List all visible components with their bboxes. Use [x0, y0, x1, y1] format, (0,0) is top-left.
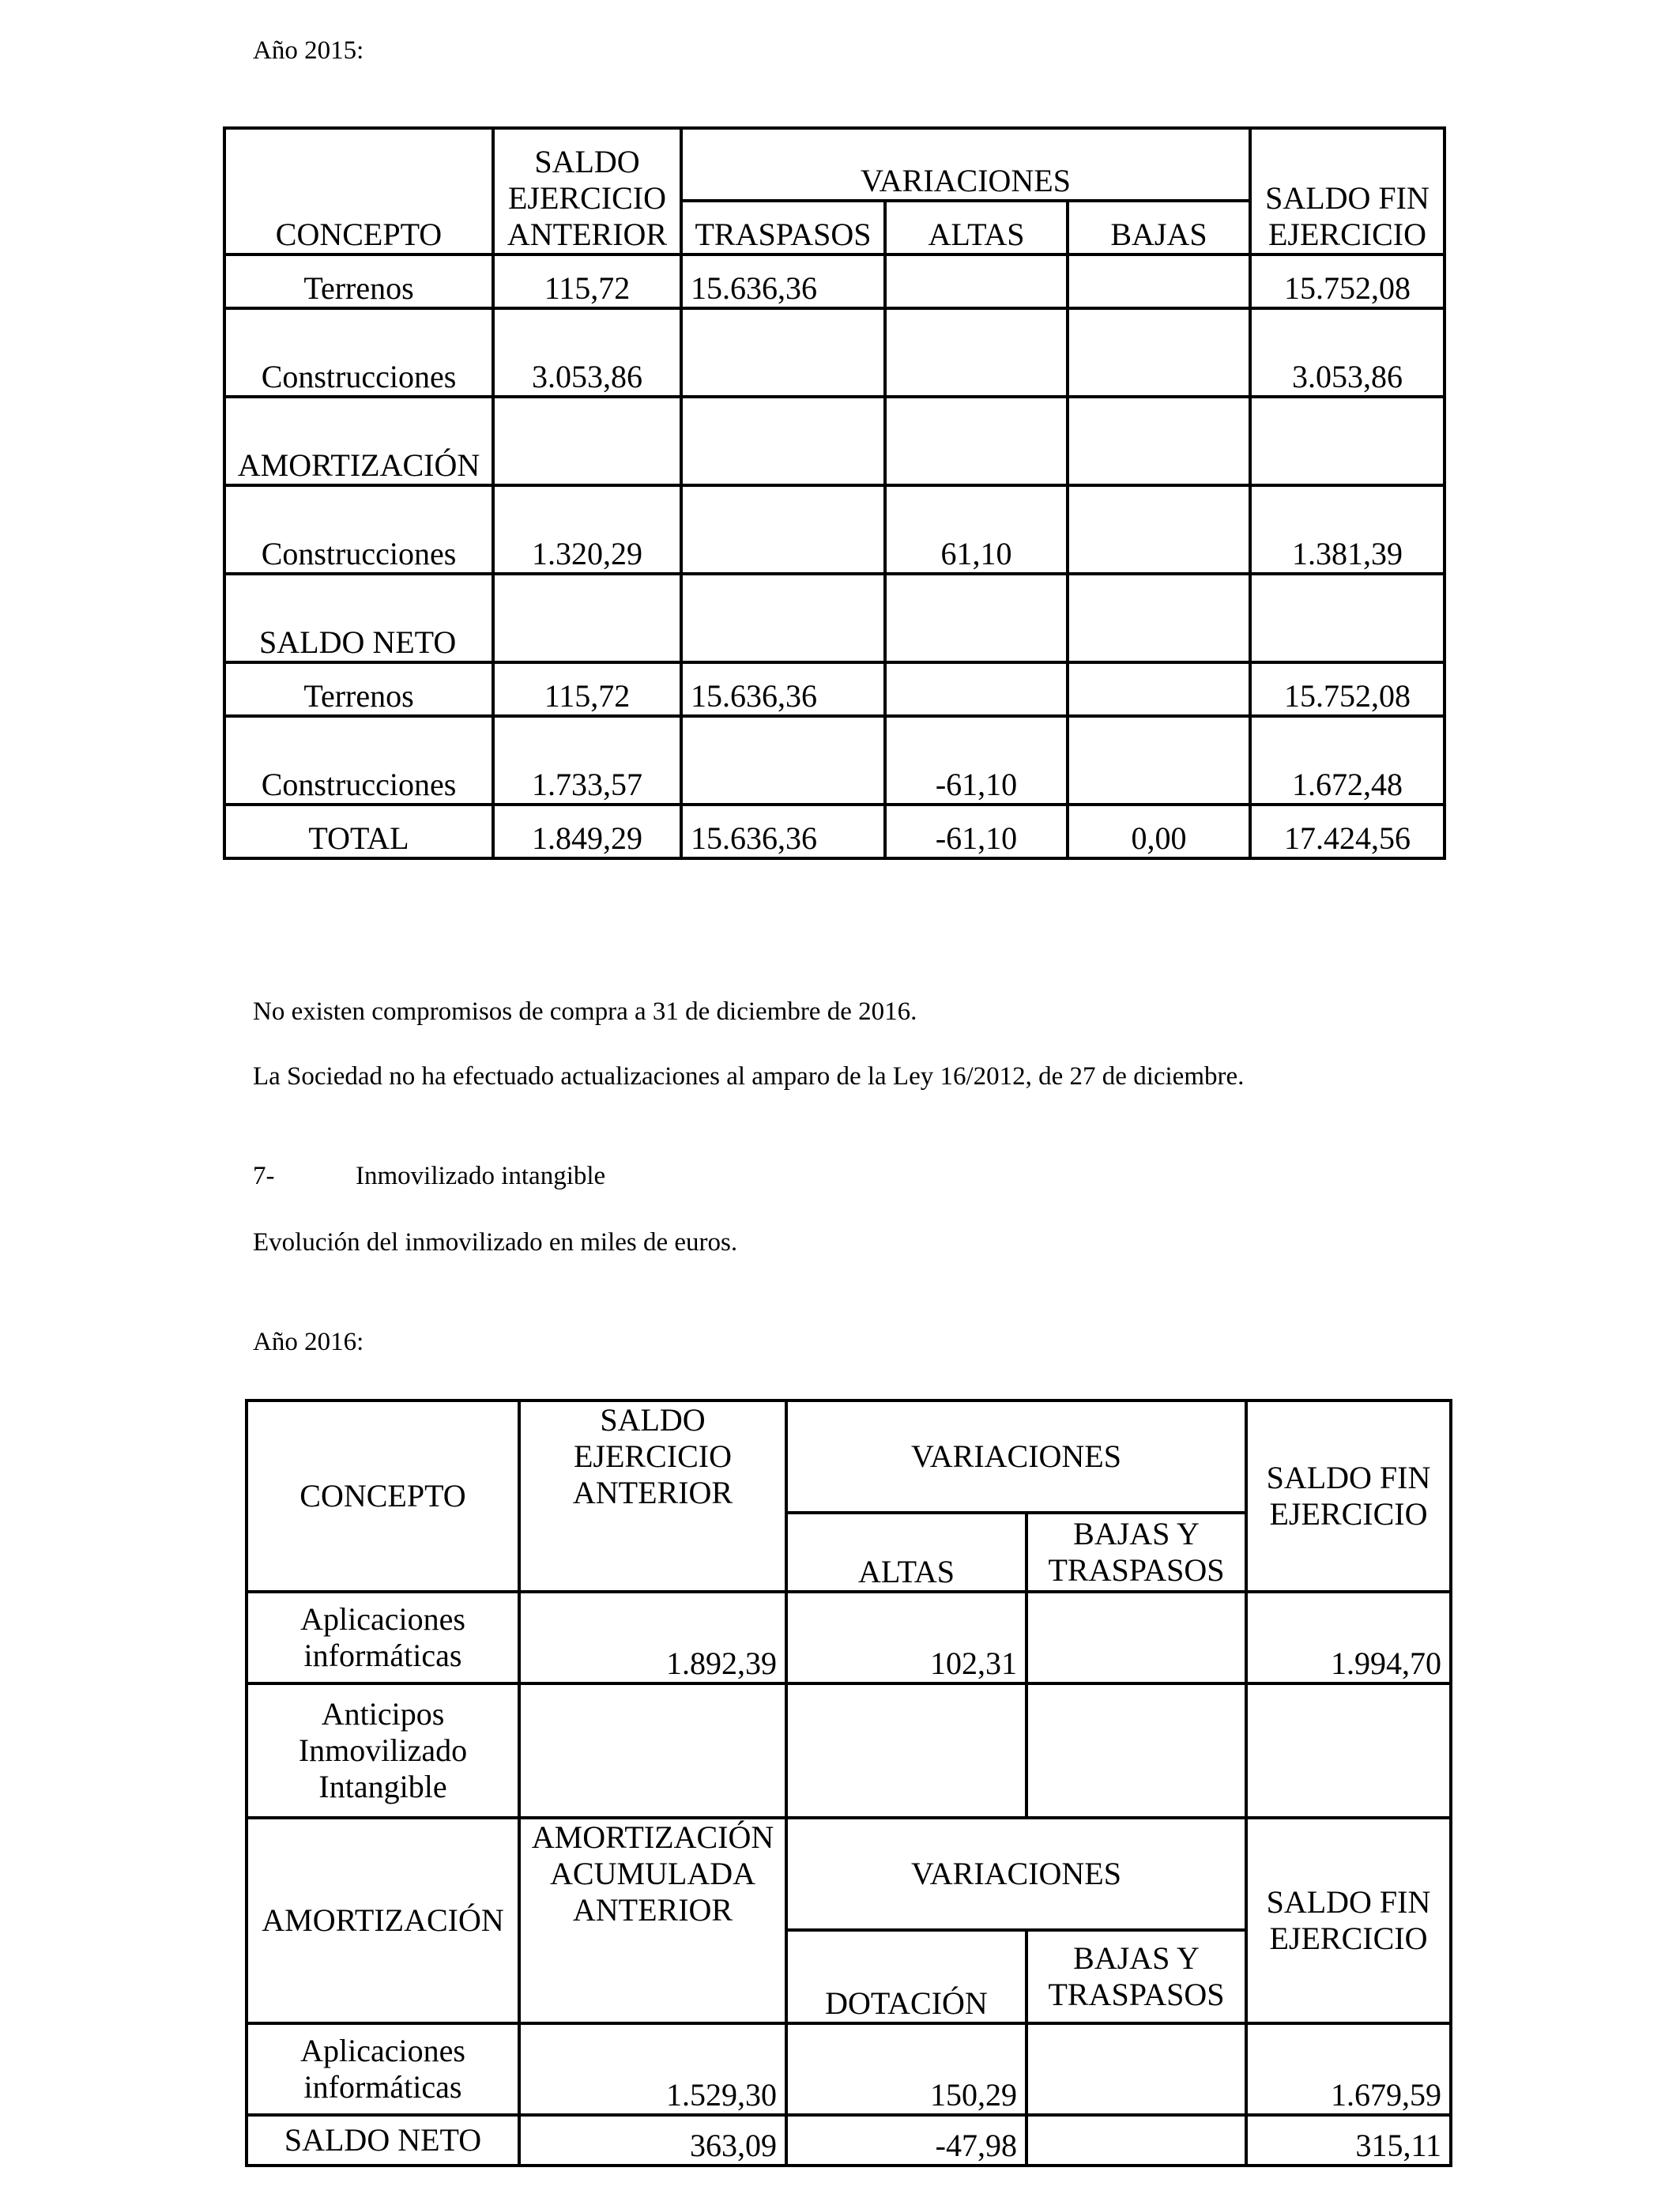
- paragraph-actualizaciones: La Sociedad no ha efectuado actualizaciones al amparo de la Ley 16/2012, de 27 de diciembre.: [253, 1062, 1245, 1091]
- cell-saldo-anterior: 1.320,29: [493, 485, 681, 574]
- cell-concepto: Construcciones: [224, 485, 493, 574]
- cell-dotacion: 150,29: [786, 2023, 1026, 2115]
- cell-concepto: Anticipos Inmovilizado Intangible: [247, 1683, 519, 1818]
- cell-altas: [885, 662, 1068, 716]
- header-variaciones: VARIACIONES: [786, 1818, 1246, 1930]
- cell-bajas: [1026, 1683, 1246, 1818]
- cell-saldo-anterior: 1.529,30: [519, 2023, 786, 2115]
- cell-saldo-fin: 3.053,86: [1250, 308, 1445, 397]
- table-header-row: [224, 128, 1445, 201]
- cell-bajas: 0,00: [1068, 805, 1250, 858]
- section-title: Inmovilizado intangible: [356, 1162, 606, 1190]
- table-row: [224, 574, 1445, 662]
- table-2015: [223, 126, 1446, 860]
- cell-saldo-fin: 1.381,39: [1250, 485, 1445, 574]
- table-header-row: [247, 1400, 1451, 1513]
- header-saldo-fin-ejercicio: SALDO FIN EJERCICIO: [1246, 1818, 1451, 2023]
- cell-altas: 102,31: [786, 1592, 1026, 1683]
- cell-bajas: [1068, 308, 1250, 397]
- cell-altas: [885, 397, 1068, 485]
- header-amortizacion: AMORTIZACIÓN: [247, 1818, 519, 2023]
- cell-altas: -61,10: [885, 805, 1068, 858]
- table-2016: [245, 1399, 1452, 2167]
- header-concepto: CONCEPTO: [247, 1400, 519, 1592]
- cell-traspasos: [681, 716, 885, 805]
- cell-concepto: Aplicaciones informáticas: [247, 2023, 519, 2115]
- header-amortizacion-acumulada: AMORTIZACIÓN ACUMULADA ANTERIOR: [519, 1818, 786, 2023]
- header-altas: ALTAS: [885, 201, 1068, 254]
- header-saldo-ejercicio-anterior: SALDO EJERCICIO ANTERIOR: [493, 128, 681, 254]
- header-saldo-fin-ejercicio: SALDO FIN EJERCICIO: [1246, 1400, 1451, 1592]
- table-total-row: [247, 2115, 1451, 2166]
- table-row: [247, 1592, 1451, 1683]
- cell-saldo-fin: [1246, 1683, 1451, 1818]
- cell-altas: [885, 574, 1068, 662]
- cell-saldo-anterior: 1.849,29: [493, 805, 681, 858]
- table-row: [224, 308, 1445, 397]
- header-variaciones: VARIACIONES: [786, 1400, 1246, 1513]
- cell-traspasos: [681, 574, 885, 662]
- header-dotacion: DOTACIÓN: [786, 1930, 1026, 2023]
- cell-concepto: Terrenos: [224, 254, 493, 308]
- header-bajas: BAJAS: [1068, 201, 1250, 254]
- cell-concepto: Terrenos: [224, 662, 493, 716]
- table-row: [247, 1683, 1451, 1818]
- cell-saldo-anterior: [493, 397, 681, 485]
- cell-saldo-fin: 1.994,70: [1246, 1592, 1451, 1683]
- header-bajas-traspasos: BAJAS Y TRASPASOS: [1026, 1513, 1246, 1592]
- cell-altas: [885, 308, 1068, 397]
- cell-bajas: [1068, 716, 1250, 805]
- table-row: [224, 716, 1445, 805]
- cell-saldo-anterior: [519, 1683, 786, 1818]
- cell-bajas: [1068, 254, 1250, 308]
- cell-saldo-anterior: 115,72: [493, 254, 681, 308]
- cell-traspasos: 15.636,36: [681, 805, 885, 858]
- heading-2016: Año 2016:: [253, 1328, 364, 1356]
- cell-traspasos: [681, 308, 885, 397]
- header-saldo-ejercicio-anterior: SALDO EJERCICIO ANTERIOR: [519, 1400, 786, 1592]
- header-variaciones: VARIACIONES: [681, 128, 1250, 201]
- cell-traspasos: 15.636,36: [681, 254, 885, 308]
- cell-saldo-anterior: 363,09: [519, 2115, 786, 2166]
- paragraph-evolucion: Evolución del inmovilizado en miles de euros.: [253, 1228, 738, 1257]
- cell-variacion: -47,98: [786, 2115, 1026, 2166]
- cell-saldo-anterior: 1.892,39: [519, 1592, 786, 1683]
- cell-altas: [786, 1683, 1026, 1818]
- cell-saldo-anterior: 1.733,57: [493, 716, 681, 805]
- heading-2015: Año 2015:: [253, 36, 364, 65]
- cell-traspasos: [681, 397, 885, 485]
- header-traspasos: TRASPASOS: [681, 201, 885, 254]
- cell-concepto: TOTAL: [224, 805, 493, 858]
- table-row: [247, 2023, 1451, 2115]
- cell-saldo-fin: 1.679,59: [1246, 2023, 1451, 2115]
- header-concepto: CONCEPTO: [224, 128, 493, 254]
- cell-bajas: [1068, 662, 1250, 716]
- table-total-row: [224, 805, 1445, 858]
- cell-bajas: [1026, 1592, 1246, 1683]
- cell-bajas: [1026, 2115, 1246, 2166]
- table-row: [224, 254, 1445, 308]
- paragraph-compromisos: No existen compromisos de compra a 31 de diciembre de 2016.: [253, 997, 917, 1026]
- cell-concepto: SALDO NETO: [224, 574, 493, 662]
- cell-bajas: [1068, 574, 1250, 662]
- cell-altas: -61,10: [885, 716, 1068, 805]
- header-bajas-traspasos: BAJAS Y TRASPASOS: [1026, 1930, 1246, 2023]
- table-row: [224, 397, 1445, 485]
- header-saldo-fin-ejercicio: SALDO FIN EJERCICIO: [1250, 128, 1445, 254]
- cell-saldo-fin: 15.752,08: [1250, 662, 1445, 716]
- cell-traspasos: 15.636,36: [681, 662, 885, 716]
- cell-concepto: AMORTIZACIÓN: [224, 397, 493, 485]
- cell-saldo-anterior: [493, 574, 681, 662]
- cell-saldo-fin: 1.672,48: [1250, 716, 1445, 805]
- cell-saldo-fin: [1250, 574, 1445, 662]
- table-row: [224, 662, 1445, 716]
- cell-traspasos: [681, 485, 885, 574]
- cell-concepto: Aplicaciones informáticas: [247, 1592, 519, 1683]
- header-altas: ALTAS: [786, 1513, 1026, 1592]
- cell-bajas: [1068, 397, 1250, 485]
- cell-saldo-fin: [1250, 397, 1445, 485]
- cell-concepto: Construcciones: [224, 716, 493, 805]
- cell-saldo-anterior: 3.053,86: [493, 308, 681, 397]
- cell-bajas: [1068, 485, 1250, 574]
- section-number: 7-: [253, 1162, 275, 1190]
- cell-concepto: SALDO NETO: [247, 2115, 519, 2166]
- table-row: [224, 485, 1445, 574]
- cell-bajas: [1026, 2023, 1246, 2115]
- cell-saldo-fin: 17.424,56: [1250, 805, 1445, 858]
- cell-saldo-fin: 315,11: [1246, 2115, 1451, 2166]
- cell-altas: [885, 254, 1068, 308]
- cell-altas: 61,10: [885, 485, 1068, 574]
- cell-saldo-fin: 15.752,08: [1250, 254, 1445, 308]
- cell-saldo-anterior: 115,72: [493, 662, 681, 716]
- cell-concepto: Construcciones: [224, 308, 493, 397]
- amortizacion-header-row: [247, 1818, 1451, 1930]
